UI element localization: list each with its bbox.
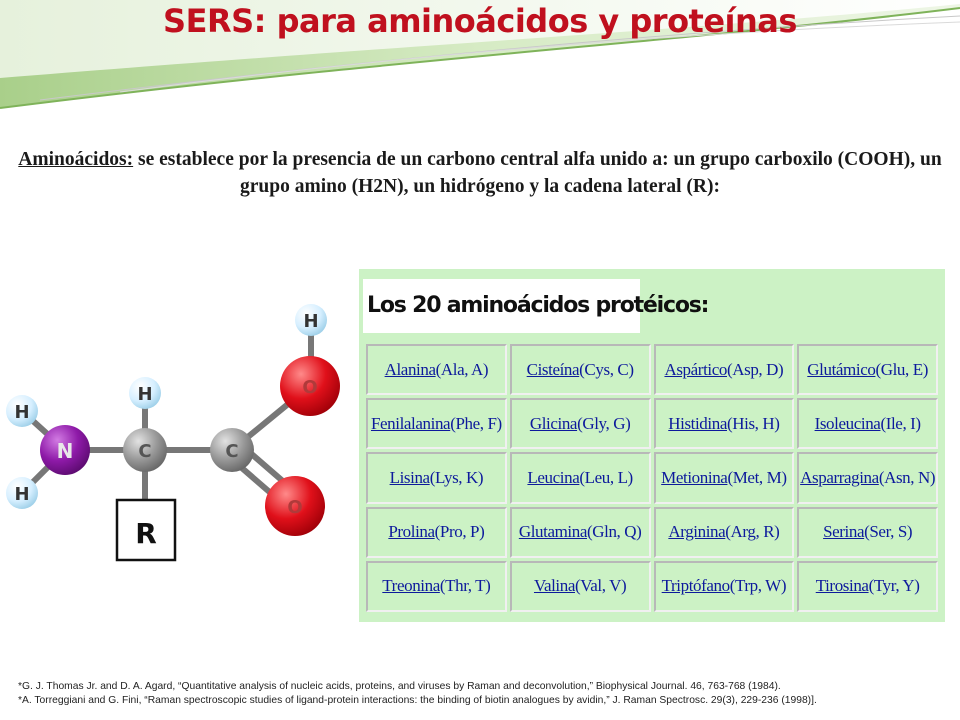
hydrogen-atom-bottom-left (6, 477, 38, 509)
amino-acid-cell (797, 344, 938, 395)
r-group-box (117, 500, 175, 560)
amino-acid-abbreviation: (Ala, A) (435, 359, 489, 379)
amino-acid-cell (510, 452, 651, 503)
carbon-atom-alpha (123, 428, 167, 472)
amino-acid-cell (654, 398, 795, 449)
amino-acid-link[interactable]: Lisina (389, 467, 430, 487)
svg-text:O: O (287, 497, 303, 518)
amino-acid-grid (363, 341, 941, 615)
r-group-label: R (135, 517, 157, 550)
amino-acid-link[interactable]: Leucina (527, 467, 580, 487)
amino-acid-structure-diagram (0, 296, 348, 572)
amino-acid-link[interactable]: Serina (823, 522, 865, 542)
amino-acid-cell (797, 452, 938, 503)
amino-acid-abbreviation: (Trp, W) (729, 576, 787, 596)
amino-acid-link[interactable]: Triptófano (661, 576, 730, 596)
amino-acid-abbreviation: (Ser, S) (864, 522, 913, 542)
intro-text: se establece por la presencia de un carbono central alfa unido a: un grupo carboxilo (COOH), un grupo amino (H2N), un hidrógeno y la cadena lateral (R): (133, 149, 942, 197)
carbon-atom-carboxyl (210, 428, 254, 472)
amino-acid-abbreviation: (Tyr, Y) (868, 576, 920, 596)
svg-text:H: H (303, 311, 319, 332)
amino-acid-cell (797, 398, 938, 449)
amino-acid-cell (366, 507, 507, 558)
amino-acid-cell (510, 507, 651, 558)
amino-acid-link[interactable]: Prolina (388, 522, 435, 542)
svg-text:H: H (137, 384, 153, 405)
amino-acid-link[interactable]: Glutámico (807, 359, 876, 379)
amino-acid-abbreviation: (His, H) (726, 413, 780, 433)
amino-acid-cell (654, 561, 795, 612)
amino-acid-link[interactable]: Fenilalanina (370, 413, 451, 433)
amino-acid-link[interactable]: Histidina (668, 413, 727, 433)
svg-text:H: H (14, 484, 30, 505)
amino-acid-abbreviation: (Glu, E) (875, 359, 928, 379)
amino-acid-link[interactable]: Asparragina (800, 467, 879, 487)
svg-text:C: C (138, 441, 152, 462)
amino-acid-table-panel (359, 269, 945, 622)
amino-acid-cell (366, 561, 507, 612)
amino-acid-link[interactable]: Treonina (382, 576, 440, 596)
amino-acid-abbreviation: (Cys, C) (579, 359, 634, 379)
reference-2: *A. Torreggiani and G. Fini, “Raman spectroscopic studies of ligand-protein interactions: the binding of biotin analogues by avidin,” J. Raman Spectrosc. 29(3), 229-236 (1998)]. (18, 695, 817, 706)
amino-acid-cell (510, 561, 651, 612)
amino-acid-abbreviation: (Arg, R) (725, 522, 780, 542)
amino-acid-link[interactable]: Arginina (668, 522, 726, 542)
amino-acid-abbreviation: (Gln, Q) (587, 522, 642, 542)
amino-acid-cell (510, 398, 651, 449)
amino-acid-abbreviation: (Phe, F) (450, 413, 502, 433)
amino-acid-cell (366, 452, 507, 503)
hydrogen-atom-top-left (6, 395, 38, 427)
nitrogen-atom (40, 425, 90, 475)
svg-text:C: C (225, 441, 239, 462)
amino-acid-abbreviation: (Asn, N) (878, 467, 936, 487)
amino-acid-link[interactable]: Cisteína (526, 359, 580, 379)
amino-acid-link[interactable]: Tirosina (815, 576, 869, 596)
intro-paragraph (18, 146, 942, 200)
amino-acid-abbreviation: (Val, V) (575, 576, 627, 596)
hydrogen-atom-alpha (129, 377, 161, 409)
amino-acid-cell (366, 398, 507, 449)
references (18, 680, 958, 708)
amino-acid-abbreviation: (Gly, G) (577, 413, 631, 433)
amino-acid-link[interactable]: Glicina (529, 413, 578, 433)
amino-acid-abbreviation: (Lys, K) (429, 467, 484, 487)
bonds (22, 320, 311, 508)
amino-acid-abbreviation: (Asp, D) (726, 359, 784, 379)
amino-acid-link[interactable]: Metionina (661, 467, 728, 487)
amino-acid-cell (654, 507, 795, 558)
amino-acid-abbreviation: (Met, M) (727, 467, 787, 487)
amino-acid-cell (797, 561, 938, 612)
oxygen-atom-carbonyl (265, 476, 325, 536)
svg-text:N: N (56, 439, 74, 463)
amino-acid-link[interactable]: Glutamina (518, 522, 587, 542)
amino-acid-cell (797, 507, 938, 558)
amino-acid-cell (366, 344, 507, 395)
svg-text:H: H (14, 402, 30, 423)
amino-acid-table-heading: Los 20 aminoácidos protéicos: (363, 279, 640, 333)
amino-acid-abbreviation: (Pro, P) (434, 522, 485, 542)
svg-text:O: O (302, 377, 318, 398)
amino-acid-link[interactable]: Valina (533, 576, 575, 596)
intro-term: Aminoácidos: (18, 149, 134, 170)
amino-acid-abbreviation: (Ile, I) (880, 413, 921, 433)
amino-acid-cell (510, 344, 651, 395)
amino-acid-cell (654, 452, 795, 503)
oxygen-atom-hydroxyl (280, 356, 340, 416)
amino-acid-abbreviation: (Leu, L) (579, 467, 633, 487)
amino-acid-cell (654, 344, 795, 395)
hydrogen-atom-hydroxyl (295, 304, 327, 336)
reference-1: *G. J. Thomas Jr. and D. A. Agard, “Quantitative analysis of nucleic acids, proteins, and viruses by Raman and deconvolution,” Biophysical Journal. 46, 763-768 (1984). (18, 681, 781, 692)
slide-title: SERS: para aminoácidos y proteínas (163, 2, 797, 40)
amino-acid-abbreviation: (Thr, T) (439, 576, 491, 596)
amino-acid-link[interactable]: Alanina (384, 359, 436, 379)
amino-acid-link[interactable]: Isoleucina (814, 413, 881, 433)
amino-acid-link[interactable]: Aspártico (664, 359, 727, 379)
